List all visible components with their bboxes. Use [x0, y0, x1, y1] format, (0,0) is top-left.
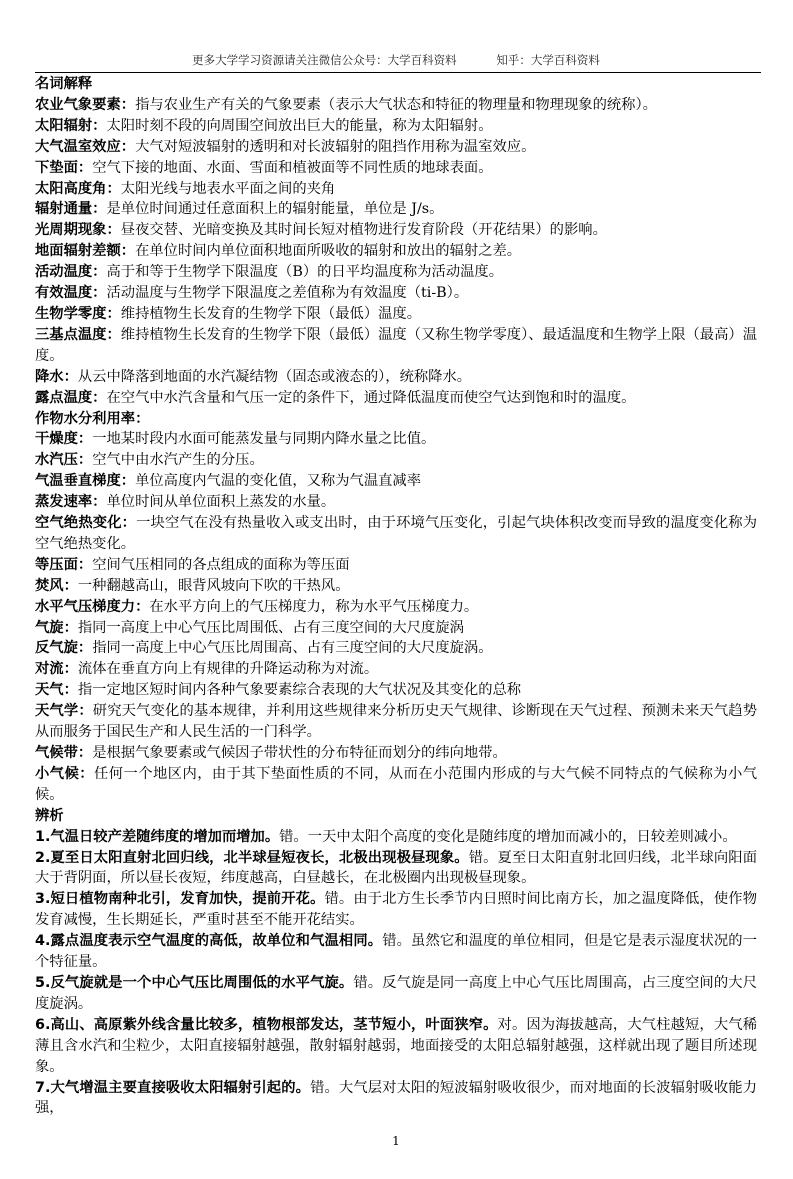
entry-term: 天气学：: [35, 703, 93, 720]
entry-definition: 空气中由水汽产生的分压。: [92, 452, 264, 469]
entry-definition: 错。虽然它和温度的单位相同，但是它是表示湿度状况的一个特征量。: [35, 933, 757, 971]
entry-term: 降水：: [35, 368, 78, 385]
entry-term: 大气温室效应：: [35, 138, 136, 155]
entry-term: 有效温度：: [35, 285, 107, 302]
entry: [35, 764, 757, 806]
entry-term: 太阳辐射：: [35, 117, 107, 134]
entry: [35, 1078, 757, 1120]
entry-term: 2.夏至日太阳直射北回归线，北半球昼短夜长，北极出现极昼现象。: [35, 849, 469, 866]
entry-definition: 活动温度与生物学下限温度之差值称为有效温度（ti-B）。: [106, 285, 469, 302]
header-wechat-note: 更多大学学习资源请关注微信公众号：大学百科资料: [192, 53, 457, 67]
entry: [35, 492, 757, 513]
entry-term: 气温垂直梯度：: [35, 473, 136, 490]
entry-definition: 维持植物生长发育的生物学下限（最低）温度（又称生物学零度）、最适温度和生物学上限（最高）温度。: [35, 326, 757, 364]
entry: [35, 889, 757, 931]
entry-term: 辐射通量：: [35, 201, 107, 218]
entry: [35, 137, 757, 158]
page-number: 1: [392, 1134, 400, 1149]
entry-term: 6.高山、高原紫外线含量比较多，植物根部发达，茎节短小，叶面狭窄。: [35, 1016, 498, 1033]
entry-definition: 大气对短波辐射的透明和对长波辐射的阻挡作用称为温室效应。: [135, 138, 536, 155]
entry: [35, 199, 757, 220]
entry: [35, 638, 757, 659]
entry-definition: 高于和等于生物学下限温度（B）的日平均温度称为活动温度。: [106, 264, 504, 281]
entry-definition: 错。由于北方生长季节内日照时间比南方长，加之温度降低，使作物发育减慢，生长期延长，严重时甚至不能开花结实。: [35, 891, 757, 929]
entry: [35, 471, 757, 492]
entry-definition: 单位高度内气温的变化值，又称为气温直减率: [135, 473, 422, 490]
entry-definition: 指与农业生产有关的气象要素（表示大气状态和特征的物理量和物理现象的统称）。: [135, 96, 657, 113]
entry: [35, 158, 757, 179]
entry: [35, 848, 757, 890]
entry-definition: 在单位时间内单位面积地面所吸收的辐射和放出的辐射之差。: [135, 243, 522, 260]
entry-definition: 指同一高度上中心气压比周围低、占有三度空间的大尺度旋涡: [77, 619, 464, 636]
entry: [35, 179, 757, 200]
entry-definition: 一块空气在没有热量收入或支出时，由于环境气压变化，引起气块体积改变而导致的温度变化称为空气绝热变化。: [35, 515, 758, 552]
entry-term: 反气旋：: [35, 640, 93, 657]
entry: [35, 555, 757, 576]
entry: [35, 827, 757, 848]
section-heading: 名词解释: [35, 76, 93, 92]
entry-term: 水平气压梯度力：: [35, 598, 150, 615]
entry: [35, 283, 757, 304]
entry-term: 太阳高度角：: [35, 180, 121, 197]
entry-definition: 错。反气旋是同一高度上中心气压比周围高，占三度空间的大尺度旋涡。: [35, 974, 757, 1012]
entry: [35, 597, 757, 618]
entry: [35, 388, 757, 409]
header-rule: [35, 72, 761, 73]
entry-definition: 单位时间从单位面积上蒸发的水量。: [106, 494, 336, 511]
section-heading: 辨析: [35, 807, 64, 824]
entry: [35, 513, 757, 555]
entry: [35, 95, 757, 116]
entry-definition: 错。一天中太阳个高度的变化是随纬度的增加而减小的，日较差则减小。: [279, 828, 737, 845]
entry-term: 下垫面：: [35, 159, 93, 176]
entry-definition: 在水平方向上的气压梯度力，称为水平气压梯度力。: [149, 598, 479, 615]
entry: [35, 618, 757, 639]
entry-definition: 指同一高度上中心气压比周围高、占有三度空间的大尺度旋涡。: [92, 640, 493, 657]
document-body: [35, 74, 757, 1119]
entry-definition: 是根据气象要素或气候因子带状性的分布特征而划分的纬向地带。: [92, 745, 507, 761]
entry-term: 7.大气增温主要直接吸收太阳辐射引起的。: [35, 1079, 311, 1096]
entry-term: 作物水分利用率：: [35, 410, 150, 427]
entry-term: 地面辐射差额：: [35, 243, 136, 260]
entry-definition: 一种翻越高山，眼背风坡向下吹的干热风。: [77, 577, 350, 594]
entry-term: 小气候：: [35, 765, 94, 782]
entry-definition: 一地某时段内水面可能蒸发量与同期内降水量之比值。: [92, 431, 436, 448]
entry-definition: 对。因为海拔越高，大气柱越短，大气稀薄且含水汽和尘粒少，太阳直接辐射越强，散射辐射越弱，地面接受的太阳总辐射越强，这样就出现了题目所述现象。: [35, 1016, 757, 1075]
entry-term: 3.短日植物南种北引，发育加快，提前开花。: [35, 891, 325, 908]
entry-definition: 流体在垂直方向上有规律的升降运动称为对流。: [77, 661, 379, 678]
entry: [35, 409, 757, 430]
entry-definition: 错。夏至日太阳直射北回归线，北半球向阳面大于背阴面，所以昼长夜短，纬度越高，白昼越长，在北极圈内出现极昼现象。: [35, 849, 757, 887]
entry-definition: 研究天气变化的基本规律，并利用这些规律来分析历史天气规律、诊断现在天气过程、预测未来天气趋势从而服务于国民生产和人民生活的一门科学。: [35, 703, 758, 741]
entry-term: 蒸发速率：: [35, 494, 107, 511]
entry-term: 4.露点温度表示空气温度的高低，故单位和气温相同。: [35, 933, 383, 950]
entry-term: 5.反气旋就是一个中心气压比周围低的水平气旋。: [35, 974, 354, 991]
entry-definition: 任何一个地区内，由于其下垫面性质的不同，从而在小范围内形成的与大气候不同特点的气候称为小气候。: [35, 765, 758, 803]
entry-definition: 空间气压相同的各点组成的面称为等压面: [92, 556, 350, 573]
entry: [35, 241, 757, 262]
entry-term: 等压面：: [35, 556, 93, 573]
entry-term: 气旋：: [35, 619, 78, 636]
entry-term: 生物学零度：: [35, 305, 121, 322]
entry: [35, 450, 757, 471]
entry: [35, 304, 757, 325]
entry: [35, 680, 757, 701]
entry-definition: 维持植物生长发育的生物学下限（最低）温度。: [120, 305, 422, 322]
entry-term: 对流：: [35, 661, 78, 678]
entry-definition: 错。大气层对太阳的短波辐射吸收很少，而对地面的长波辐射吸收能力强，: [35, 1079, 757, 1117]
entry-definition: 在空气中水汽含量和气压一定的条件下，通过降低温度而使空气达到饱和时的温度。: [106, 389, 636, 406]
entry: [35, 973, 757, 1015]
entry-term: 光周期现象：: [35, 222, 121, 239]
entry: [35, 931, 757, 973]
entry-definition: 从云中降落到地面的水汽凝结物（固态或液态的），统称降水。: [77, 368, 472, 385]
entry-definition: 指一定地区短时间内各种气象要素综合表现的大气状况及其变化的总称: [77, 682, 522, 699]
entry-term: 水汽压：: [35, 452, 93, 469]
entry: [35, 325, 757, 367]
entry-term: 露点温度：: [35, 389, 107, 406]
entry: [35, 1015, 757, 1078]
entry: [35, 367, 757, 388]
entry: [35, 701, 757, 743]
entry-definition: 是单位时间通过任意面积上的辐射能量，单位是 J/s。: [106, 201, 444, 218]
page-header: [35, 52, 757, 68]
entry: [35, 262, 757, 283]
entry: [35, 743, 757, 764]
entry-term: 干燥度：: [35, 431, 93, 448]
entry: [35, 659, 757, 680]
entry-term: 天气：: [35, 682, 78, 699]
entry-definition: 太阳光线与地表水平面之间的夹角: [120, 180, 336, 197]
entry-term: 活动温度：: [35, 264, 107, 281]
entry-term: 1.气温日较产差随纬度的增加而增加。: [35, 828, 280, 845]
entry-definition: 空气下接的地面、水面、雪面和植被面等不同性质的地球表面。: [92, 159, 493, 176]
entry-term: 农业气象要素：: [35, 96, 136, 113]
entry: [35, 116, 757, 137]
entry-definition: 昼夜交替、光暗变换及其时间长短对植物进行发育阶段（开花结果）的影响。: [120, 222, 607, 239]
entry-term: 空气绝热变化：: [35, 515, 137, 532]
entry-term: 气候带：: [35, 745, 93, 761]
entry: [35, 429, 757, 450]
entry: [35, 220, 757, 241]
entry-definition: 太阳时刻不段的向周围空间放出巨大的能量，称为太阳辐射。: [106, 117, 493, 134]
entry-term: 三基点温度：: [35, 326, 121, 343]
entry-term: 焚风：: [35, 577, 78, 594]
entry: [35, 576, 757, 597]
header-zhihu-note: 知乎：大学百科资料: [496, 53, 600, 67]
